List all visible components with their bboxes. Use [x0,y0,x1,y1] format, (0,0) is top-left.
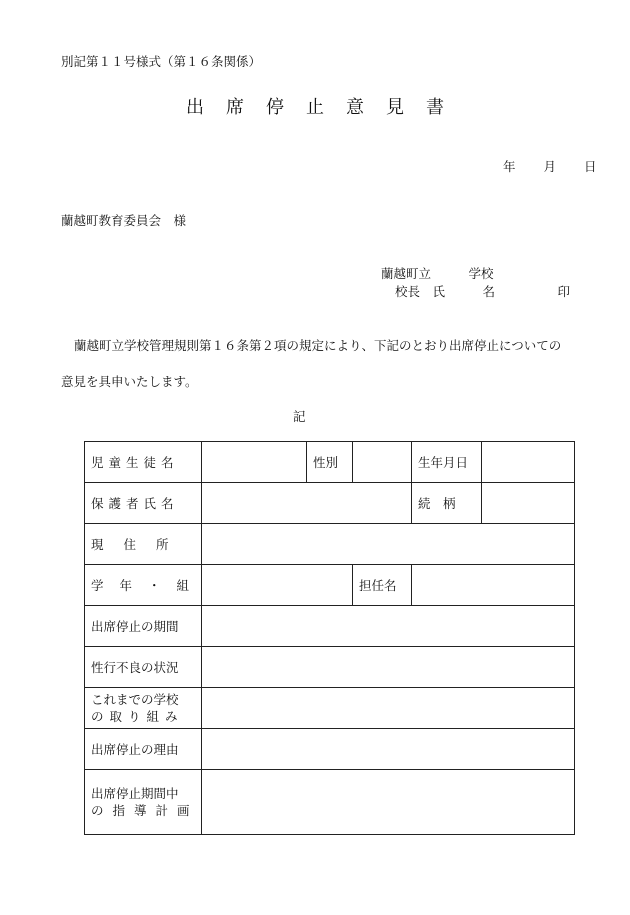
body-text-line-1: 蘭越町立学校管理規則第１６条第２項の規定により、下記のとおり出席停止についての [74,338,562,353]
suspension-period-field[interactable] [202,606,575,647]
table-row [85,606,575,647]
suspension-period-label: 出席停止の期間 [85,606,202,647]
grade-class-label: 学年・組 [85,565,202,606]
date-day: 日 [584,159,597,174]
guidance-plan-label [85,770,202,835]
guidance-plan-label-line-2: の指導計画 [91,803,199,818]
gender-field[interactable] [353,442,412,483]
birth-date-label: 生年月日 [412,442,482,483]
guardian-name-label: 保護者氏名 [85,483,202,524]
suspension-reason-label: 出席停止の理由 [85,729,202,770]
table-row [85,647,575,688]
relationship-field[interactable] [482,483,575,524]
form-number-label: 別記第１１号様式（第１６条関係） [61,54,262,69]
guidance-plan-field[interactable] [202,770,575,835]
school-name-line: 蘭越町立 学校 [381,266,494,281]
body-text-line-2: 意見を具申いたします。 [61,374,198,389]
relationship-label: 続 柄 [412,483,482,524]
principal-signature-line: 校長 氏 名 印 [395,284,571,299]
guidance-plan-label-line-1: 出席停止期間中 [91,786,179,801]
misconduct-status-label: 性行不良の状況 [85,647,202,688]
document-title: 出席停止意見書 [186,97,466,118]
table-row [85,442,575,483]
address-field[interactable] [202,524,575,565]
date-year: 年 [503,159,516,174]
address-label: 現住所 [85,524,202,565]
guardian-name-field[interactable] [202,483,412,524]
suspension-reason-field[interactable] [202,729,575,770]
date-month: 月 [543,159,557,174]
ki-heading: 記 [293,409,306,424]
student-name-field[interactable] [202,442,307,483]
gender-label: 性別 [307,442,353,483]
homeroom-teacher-field[interactable] [412,565,575,606]
school-efforts-label-line-2: の取り組み [91,709,184,724]
opinion-form-table [84,441,575,835]
school-efforts-label-line-1: これまでの学校 [91,692,179,707]
table-row [85,729,575,770]
table-row [85,483,575,524]
table-row [85,688,575,729]
table-row [85,524,575,565]
addressee: 蘭越町教育委員会 様 [61,213,187,228]
student-name-label: 児童生徒名 [85,442,202,483]
table-row [85,565,575,606]
school-efforts-field[interactable] [202,688,575,729]
school-efforts-label [85,688,202,729]
grade-class-field[interactable] [202,565,353,606]
homeroom-teacher-label: 担任名 [353,565,412,606]
date-line [503,157,597,175]
misconduct-status-field[interactable] [202,647,575,688]
birth-date-field[interactable] [482,442,575,483]
table-row [85,770,575,835]
